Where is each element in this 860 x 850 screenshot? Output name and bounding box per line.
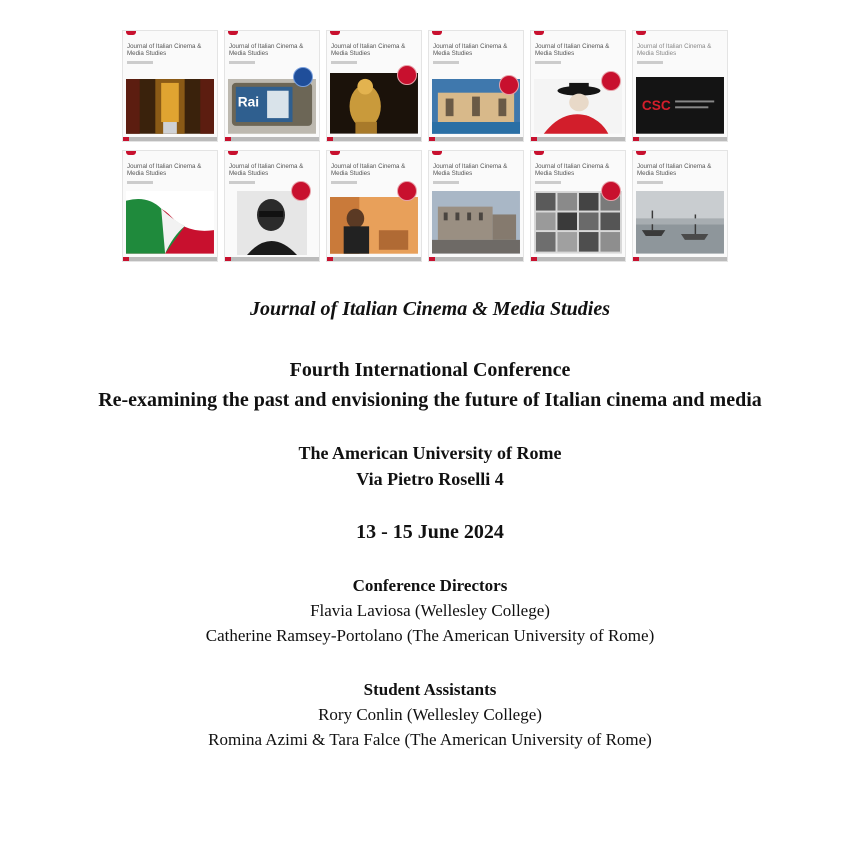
journal-title: Journal of Italian Cinema & Media Studies — [249, 298, 611, 320]
assistants-heading: Student Assistants — [363, 680, 497, 699]
journal-cover-11 — [530, 150, 626, 262]
cover-title: Journal of Italian Cinema & Media Studies — [229, 163, 304, 177]
cover-image-theatre — [126, 79, 214, 134]
cover-title: Journal of Italian Cinema & Media Studies — [127, 43, 202, 57]
conference-theme: Re-examining the past and envisioning the future of Italian cinema and media — [98, 389, 762, 411]
cover-title: Journal of Italian Cinema & Media Studies — [229, 43, 304, 57]
director-name: Flavia Laviosa (Wellesley College) — [310, 601, 550, 620]
cover-image-italian-flag — [126, 191, 214, 254]
journal-cover-4 — [428, 30, 524, 142]
journal-cover-6 — [632, 30, 728, 142]
journal-cover-3 — [326, 30, 422, 142]
journal-cover-1 — [122, 30, 218, 142]
conference-dates: 13 - 15 June 2024 — [356, 521, 504, 543]
cover-title: Journal of Italian Cinema & Media Studies — [637, 163, 712, 177]
journal-cover-8 — [224, 150, 320, 262]
journal-cover-7 — [122, 150, 218, 262]
journal-cover-5 — [530, 30, 626, 142]
cover-title: Journal of Italian Cinema & Media Studies — [535, 43, 610, 57]
assistant-name: Rory Conlin (Wellesley College) — [318, 705, 542, 724]
cover-title: Journal of Italian Cinema & Media Studies — [331, 43, 406, 57]
journal-cover-grid — [122, 30, 726, 264]
venue-address: Via Pietro Roselli 4 — [356, 469, 504, 489]
journal-cover-9 — [326, 150, 422, 262]
cover-image-piazza — [432, 191, 520, 254]
cover-title: Journal of Italian Cinema & Media Studies — [433, 43, 508, 57]
cover-image-actor-seated — [330, 197, 418, 254]
director-name: Catherine Ramsey-Portolano (The American University of Rome) — [205, 626, 655, 645]
cover-title: Journal of Italian Cinema & Media Studies — [433, 163, 508, 177]
svg-text:Rai: Rai — [237, 94, 260, 110]
svg-text:CSC: CSC — [641, 98, 671, 114]
assistant-name: Romina Azimi & Tara Falce (The American University of Rome) — [208, 730, 652, 749]
cover-title: Journal of Italian Cinema & Media Studies — [331, 163, 406, 177]
cover-image-harbour — [636, 191, 724, 254]
cover-title: Journal of Italian Cinema & Media Studies — [127, 163, 202, 177]
cover-image-rai-television — [228, 79, 316, 134]
cover-title: Journal of Italian Cinema & Media Studies — [535, 163, 610, 177]
directors-heading: Conference Directors — [352, 576, 508, 595]
journal-cover-12 — [632, 150, 728, 262]
conference-title: Fourth International Conference — [289, 359, 571, 381]
journal-cover-2 — [224, 30, 320, 142]
cover-title: Journal of Italian Cinema & Media Studies — [637, 43, 712, 57]
cover-image-csc-logo — [636, 77, 724, 134]
venue-university: The American University of Rome — [298, 443, 562, 463]
journal-cover-10 — [428, 150, 524, 262]
cover-image-portrait-man — [237, 191, 307, 255]
